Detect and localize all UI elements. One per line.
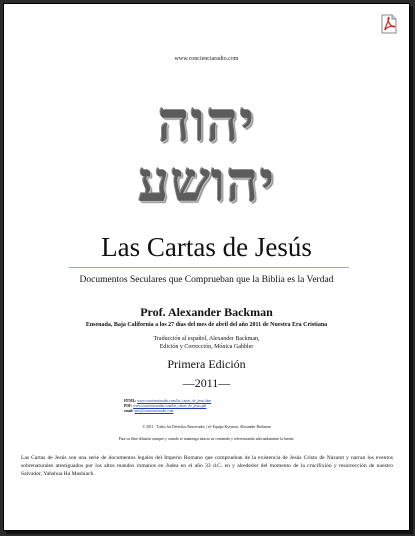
- copyright-notice: © 2011 - Todos los Derechos Reservados | לא Equipo Kyrynon, Alexander Backman: [142, 425, 271, 429]
- document-title: Las Cartas de Jesús: [101, 232, 312, 262]
- hebrew-tetragrammaton: יהוה: [157, 89, 256, 155]
- link-label: PDF:: [124, 404, 133, 408]
- html-link[interactable]: www.concienciaradio.com/las_cartas_de_jesus.htm: [137, 399, 212, 403]
- place-date: Ensenada, Baja California a los 27 días del mes de abril del año 2011 de Nuestra Era Cristiana: [85, 322, 328, 328]
- edition-label: Primera Edición: [167, 357, 246, 371]
- edition-year: —2011—: [182, 376, 231, 390]
- free-use-notice: Para su libre difusión siempre y cuando se mantenga intacto su contenido y referenciando adecuadamente la fuente.: [118, 437, 295, 441]
- document-page: [3, 3, 410, 531]
- title-divider: [69, 267, 349, 268]
- links-block: [124, 399, 344, 414]
- link-label: HTML:: [124, 399, 137, 403]
- edition-credit: Edición y Corrección, Mónica Gabbler: [159, 344, 254, 350]
- website-url[interactable]: www.concienciaradio.com: [174, 56, 239, 62]
- author-name: Prof. Alexander Backman: [140, 305, 273, 319]
- translation-credit: Traducción al español, Alexander Backman,: [153, 336, 260, 342]
- hebrew-yeshua: יהושע: [137, 149, 276, 215]
- pdf-icon[interactable]: [381, 14, 397, 34]
- intro-paragraph: Las Cartas de Jesús son una serie de documentos legales del Imperio Romano que comprueban de la existencia de Jesús Cristo de Nazaret y narran los eventos sobrenaturales atestiguados por los altos mandos romanos en Judea en el año 33 d.C. en y alrededor del momento de la crucifixión y resurrección de nuestro Salvador, Yahshua Ha Mashiach.: [21, 455, 393, 477]
- credits: [4, 335, 409, 351]
- email-link[interactable]: info@concienciaradio.com: [134, 409, 174, 413]
- document-subtitle: Documentos Seculares que Comprueban que la Biblia es la Verdad: [79, 275, 334, 285]
- link-label: email:: [124, 409, 134, 413]
- pdf-link[interactable]: www.concienciaradio.com/las_cartas_de_jesus.pdf: [133, 404, 207, 408]
- link-row: [124, 409, 344, 414]
